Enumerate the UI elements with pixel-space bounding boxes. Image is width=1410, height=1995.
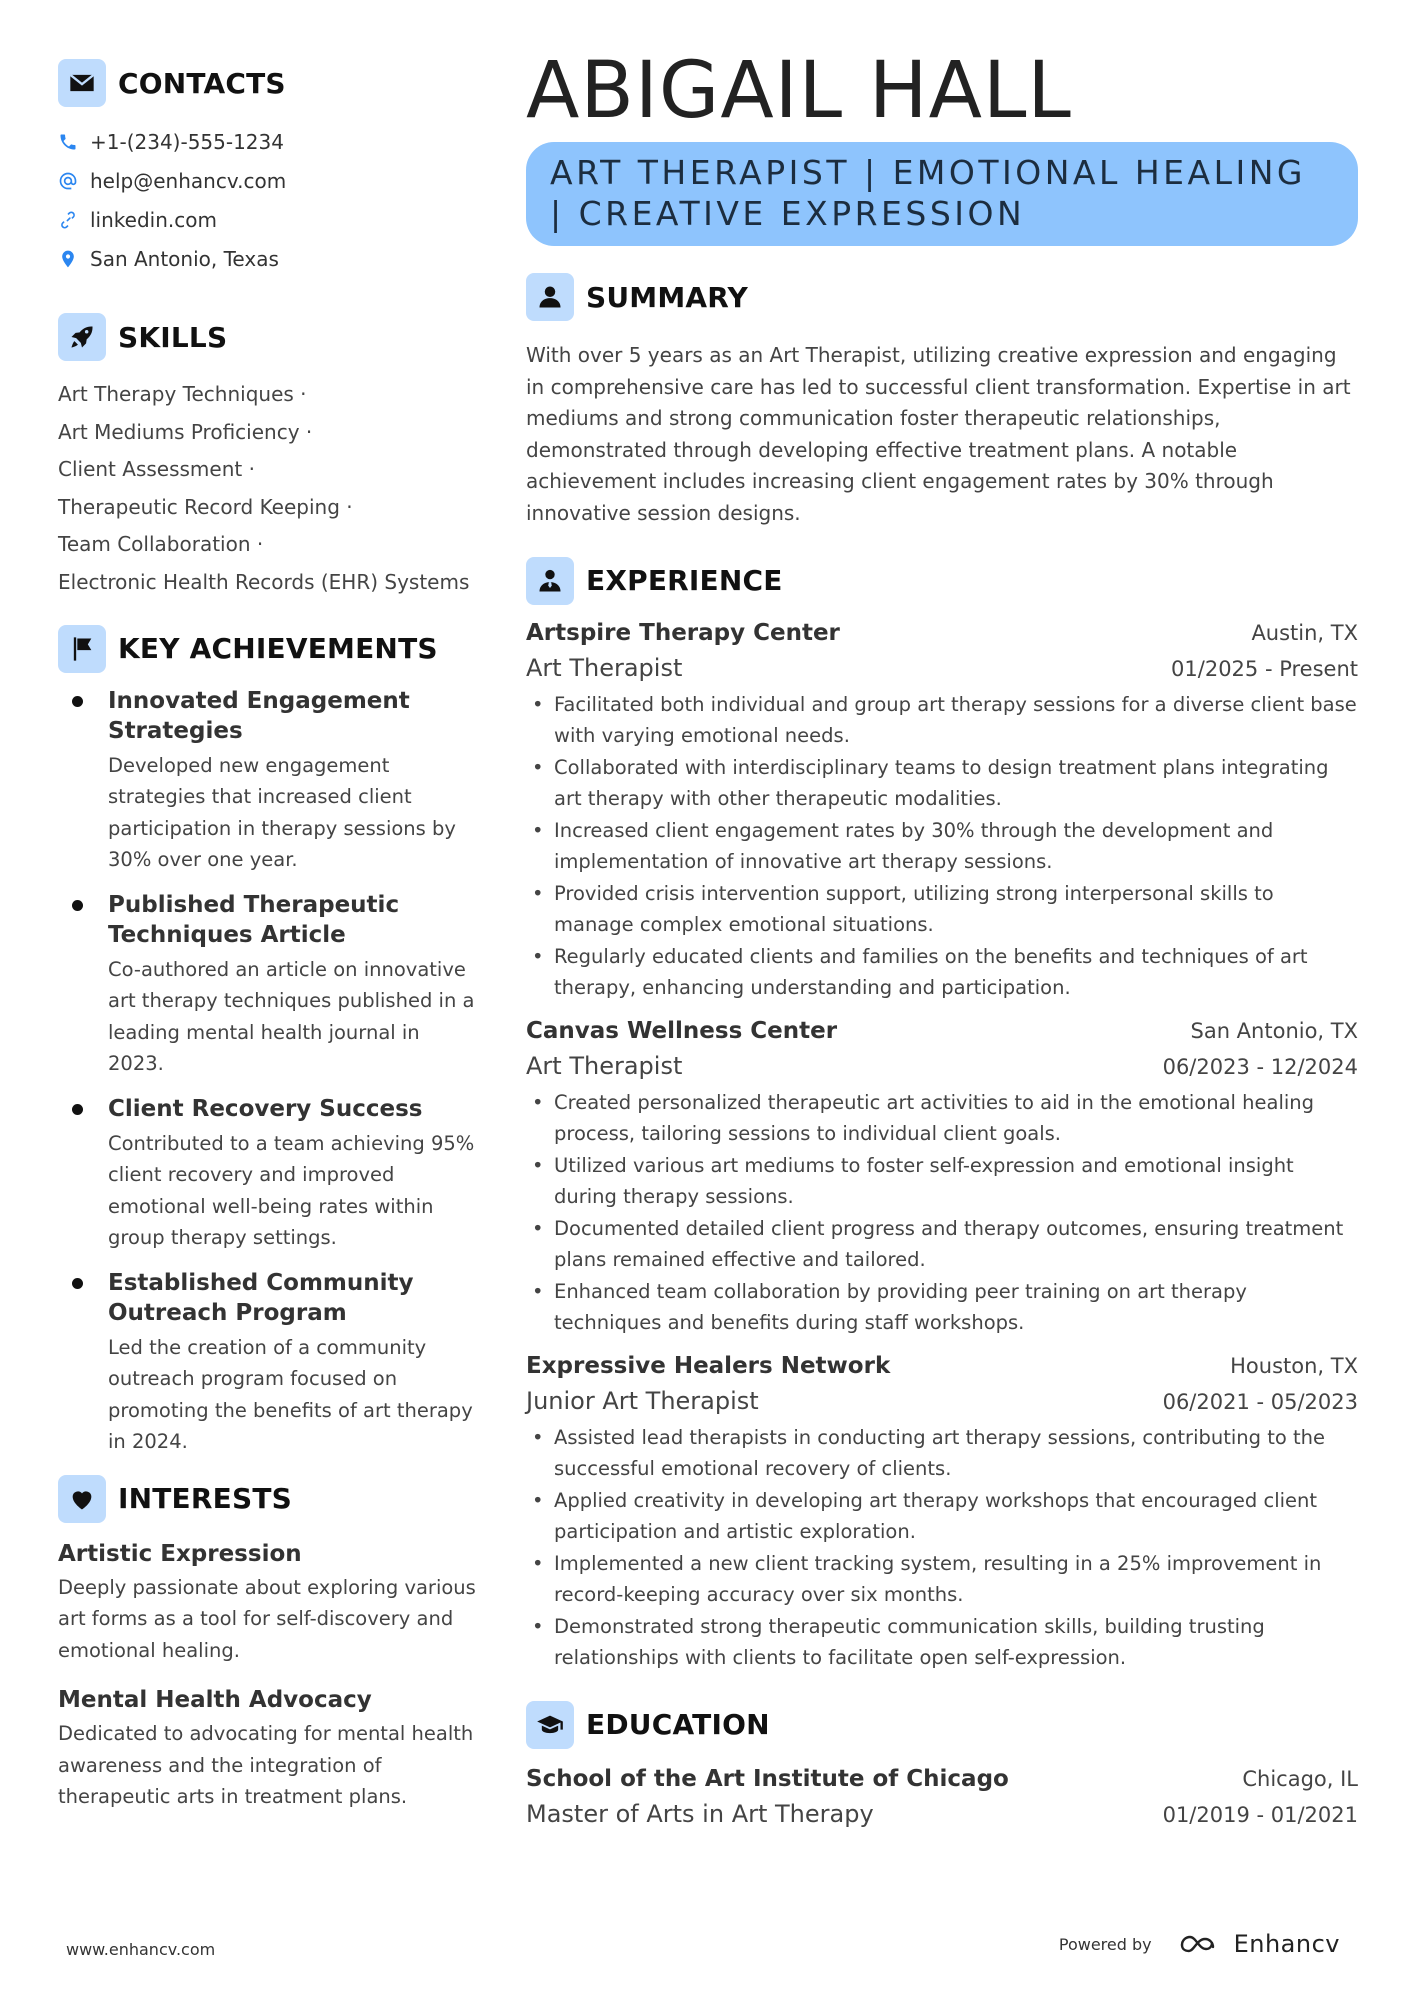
- phone-text: +1-(234)-555-1234: [90, 129, 284, 154]
- achievement-item: [58, 686, 478, 876]
- achievement-title: Established Community Outreach Program: [108, 1269, 414, 1326]
- degree: Master of Arts in Art Therapy: [526, 1799, 874, 1828]
- interest-desc: Dedicated to advocating for mental health awareness and the integration of therapeutic arts in treatment plans.: [58, 1722, 474, 1809]
- education-header-row: [526, 1762, 1358, 1796]
- interest-item: [58, 1538, 478, 1667]
- contact-email[interactable]: [58, 161, 478, 200]
- job-header-row: [526, 616, 1358, 650]
- job-bullet: • Enhanced team collaboration by providing peer training on art therapy techniques and benefits during staff workshops.: [526, 1276, 1358, 1339]
- summary-header: [526, 272, 1358, 322]
- job-entry: [526, 616, 1358, 1004]
- summary-title: SUMMARY: [586, 280, 749, 314]
- brand-logo[interactable]: [1178, 1930, 1340, 1958]
- heart-icon: [58, 1475, 106, 1523]
- achievement-desc: Developed new engagement strategies that increased client participation in therapy sessions by 30% over one year.: [108, 753, 456, 872]
- map-pin-icon: [58, 248, 78, 270]
- job-dates: 06/2021 - 05/2023: [1162, 1389, 1358, 1414]
- footer-branding: [1059, 1930, 1340, 1958]
- education-title: EDUCATION: [586, 1708, 770, 1742]
- right-column: [526, 48, 1358, 1833]
- job-location: Houston, TX: [1230, 1353, 1358, 1378]
- education-header: [526, 1700, 1358, 1750]
- graduation-cap-icon: [526, 1701, 574, 1749]
- achievement-title: Innovated Engagement Strategies: [108, 687, 410, 744]
- job-location: Austin, TX: [1251, 620, 1358, 645]
- achievements-header: [58, 624, 478, 674]
- interest-title: Artistic Expression: [58, 1540, 302, 1567]
- contact-list: [58, 122, 478, 278]
- job-bullet: • Applied creativity in developing art therapy workshops that encouraged client participation and artistic exploration.: [526, 1485, 1358, 1548]
- linkedin-text: linkedin.com: [90, 207, 217, 232]
- brand-name: Enhancv: [1233, 1930, 1340, 1958]
- email-text: help@enhancv.com: [90, 168, 287, 193]
- briefcase-user-icon: [526, 557, 574, 605]
- achievement-item: [58, 1094, 478, 1254]
- job-bullet: • Facilitated both individual and group art therapy sessions for a diverse client base with varying emotional needs.: [526, 689, 1358, 752]
- envelope-icon: [58, 59, 106, 107]
- job-bullet: • Increased client engagement rates by 30% through the development and implementation of innovative art therapy sessions.: [526, 815, 1358, 878]
- job-bullets: [526, 1087, 1358, 1339]
- achievement-desc: Contributed to a team achieving 95% client recovery and improved emotional well-being rates within group therapy settings.: [108, 1131, 475, 1250]
- job-entry: [526, 1014, 1358, 1339]
- interest-desc: Deeply passionate about exploring various art forms as a tool for self-discovery and emotional healing.: [58, 1575, 476, 1662]
- achievement-item: [58, 890, 478, 1080]
- achievements-title: KEY ACHIEVEMENTS: [118, 632, 438, 666]
- education-degree-row: [526, 1796, 1358, 1833]
- left-column: [58, 58, 478, 1813]
- interests-title: INTERESTS: [118, 1482, 292, 1516]
- bullet-dot: [72, 1104, 83, 1115]
- job-bullet: • Assisted lead therapists in conducting art therapy sessions, contributing to the successful emotional recovery of clients.: [526, 1422, 1358, 1485]
- footer-website[interactable]: www.enhancv.com: [66, 1940, 216, 1959]
- rocket-icon: [58, 313, 106, 361]
- bullet-dot: [72, 900, 83, 911]
- at-icon: [58, 170, 78, 192]
- location-text: San Antonio, Texas: [90, 246, 279, 271]
- achievement-desc: Co-authored an article on innovative art therapy techniques published in a leading mental health journal in 2023.: [108, 957, 475, 1076]
- job-role: Junior Art Therapist: [526, 1386, 759, 1415]
- achievements-list: [58, 686, 478, 1458]
- skill-item: Electronic Health Records (EHR) Systems: [58, 569, 470, 594]
- school-name: School of the Art Institute of Chicago: [526, 1765, 1009, 1792]
- contact-phone[interactable]: [58, 122, 478, 161]
- skills-header: [58, 312, 478, 362]
- job-bullet: • Demonstrated strong therapeutic communication skills, building trusting relationships with clients to facilitate open self-expression.: [526, 1611, 1358, 1674]
- contact-location: [58, 239, 478, 278]
- job-role-row: [526, 650, 1358, 687]
- skills-title: SKILLS: [118, 320, 228, 354]
- achievement-title: Published Therapeutic Techniques Article: [108, 891, 400, 948]
- user-icon: [526, 273, 574, 321]
- job-bullet: • Created personalized therapeutic art activities to aid in the emotional healing process, tailoring sessions to individual client goals.: [526, 1087, 1358, 1150]
- bullet-dot: [72, 696, 83, 707]
- link-icon: [58, 209, 78, 231]
- contact-linkedin[interactable]: [58, 200, 478, 239]
- enhancv-logo-icon: [1178, 1931, 1226, 1957]
- job-bullet: • Collaborated with interdisciplinary teams to design treatment plans integrating art therapy with other therapeutic modalities.: [526, 752, 1358, 815]
- interests-header: [58, 1474, 478, 1524]
- job-company: Canvas Wellness Center: [526, 1017, 838, 1044]
- job-bullet: • Utilized various art mediums to foster self-expression and emotional insight during therapy sessions.: [526, 1150, 1358, 1213]
- job-dates: 01/2025 - Present: [1171, 656, 1358, 681]
- skill-item: Art Therapy Techniques ·: [58, 382, 307, 406]
- powered-by-text: Powered by: [1058, 1934, 1152, 1954]
- job-role: Art Therapist: [526, 1051, 683, 1080]
- job-bullet: • Implemented a new client tracking system, resulting in a 25% improvement in record-keeping accuracy over six months.: [526, 1548, 1358, 1611]
- job-role-row: [526, 1383, 1358, 1420]
- job-bullet: • Regularly educated clients and families on the benefits and techniques of art therapy, enhancing understanding and participation.: [526, 941, 1358, 1004]
- skill-item: Art Mediums Proficiency ·: [58, 419, 313, 444]
- skill-item: Therapeutic Record Keeping ·: [58, 494, 353, 519]
- school-location: Chicago, IL: [1242, 1766, 1358, 1791]
- education-dates: 01/2019 - 01/2021: [1162, 1802, 1358, 1827]
- job-role-row: [526, 1048, 1358, 1085]
- job-bullets: [526, 1422, 1358, 1674]
- experience-title: EXPERIENCE: [586, 564, 783, 598]
- achievement-desc: Led the creation of a community outreach program focused on promoting the benefits of art therapy in 2024.: [108, 1335, 473, 1454]
- skill-item: Team Collaboration ·: [58, 532, 264, 557]
- job-location: San Antonio, TX: [1190, 1018, 1358, 1043]
- job-header-row: [526, 1349, 1358, 1383]
- bullet-dot: [72, 1278, 83, 1289]
- interest-title: Mental Health Advocacy: [58, 1687, 372, 1714]
- achievement-item: [58, 1268, 478, 1458]
- achievement-title: Client Recovery Success: [108, 1095, 423, 1122]
- job-company: Artspire Therapy Center: [526, 619, 840, 646]
- job-role: Art Therapist: [526, 653, 683, 682]
- contacts-title: CONTACTS: [118, 66, 286, 100]
- summary-text: With over 5 years as an Art Therapist, utilizing creative expression and engaging in comprehensive care has led to successful client transformation. Expertise in art mediums and strong communication foster therapeutic relationships, demonstrated through developing effective treatment plans. A notable achievement includes increasing client engagement rates by 30% through innovative session designs.: [526, 343, 1351, 525]
- candidate-name: ABIGAIL HALL: [526, 46, 1072, 136]
- interest-item: [58, 1684, 478, 1813]
- job-bullet: • Documented detailed client progress and therapy outcomes, ensuring treatment plans remained effective and tailored.: [526, 1213, 1358, 1276]
- flag-icon: [58, 625, 106, 673]
- job-header-row: [526, 1014, 1358, 1048]
- skill-item: Client Assessment ·: [58, 457, 255, 482]
- education-entry: [526, 1762, 1358, 1833]
- headline-banner: ART THERAPIST | EMOTIONAL HEALING | CREATIVE EXPRESSION: [526, 142, 1358, 246]
- job-bullet: • Provided crisis intervention support, utilizing strong interpersonal skills to manage complex emotional situations.: [526, 878, 1358, 941]
- skills-list: [58, 376, 478, 602]
- job-dates: 06/2023 - 12/2024: [1162, 1054, 1358, 1079]
- job-bullets: [526, 689, 1358, 1004]
- job-company: Expressive Healers Network: [526, 1352, 891, 1379]
- phone-icon: [58, 131, 78, 153]
- contacts-header: [58, 58, 478, 108]
- experience-header: [526, 556, 1358, 606]
- job-entry: [526, 1349, 1358, 1674]
